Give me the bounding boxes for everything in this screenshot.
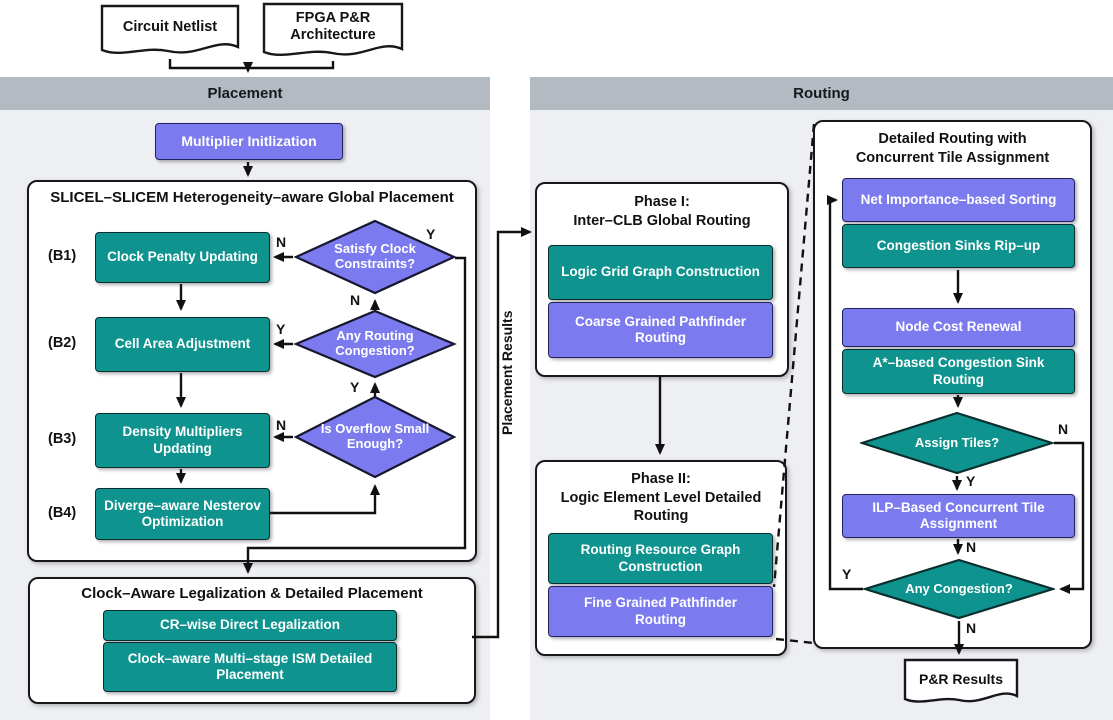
congestion-exit-no-label: N [966,620,977,636]
b3-tag: (B3) [48,431,77,447]
cr-wise-legalization-box: CR–wise Direct Legalization [103,610,397,641]
clock-yes-label: Y [426,226,436,242]
clock-penalty-updating-box: Clock Penalty Updating [95,232,270,283]
astar-congestion-routing-box: A*–based Congestion Sink Routing [842,349,1075,394]
legalization-title: Clock–Aware Legalization & Detailed Placement [81,585,423,602]
overflow-yes-label: Y [350,379,360,395]
circuit-netlist-label: Circuit Netlist [122,19,218,36]
diverge-aware-nesterov-box: Diverge–aware Nesterov Optimization [95,488,270,540]
phase2-title-line1: Phase II: [631,471,691,487]
detailed-routing-title-line1: Detailed Routing with [878,131,1027,147]
placement-results-label: Placement Results [499,310,515,436]
b4-tag: (B4) [48,505,77,521]
overflow-small-enough-label: Is Overflow Small Enough? [320,421,430,451]
ism-detailed-placement-box: Clock–aware Multi–stage ISM Detailed Placement [103,642,397,692]
assign-yes-label: Y [966,473,976,489]
ilp-no-label: N [966,539,977,555]
congestion-sinks-ripup-box: Congestion Sinks Rip–up [842,224,1075,268]
any-routing-congestion-label: Any Routing Congestion? [335,328,415,358]
multiplier-initialization-box: Multiplier Initlization [155,123,343,160]
fpga-architecture-document [262,2,404,64]
overflow-small-enough-diamond [293,395,457,479]
density-multipliers-updating-box: Density Multipliers Updating [95,413,270,468]
pr-results-label: P&R Results [918,670,1004,687]
fpga-architecture-label: FPGA P&R Architecture [290,9,376,43]
satisfy-clock-constraints-label: Satisfy Clock Constraints? [334,241,416,271]
cell-area-adjustment-box: Cell Area Adjustment [95,317,270,372]
routing-section-header [530,77,1113,110]
placement-section-header [0,77,490,110]
congestion-no-label: N [350,292,361,308]
any-routing-congestion-diamond [293,309,457,379]
net-importance-sorting-box: Net Importance–based Sorting [842,178,1075,222]
assign-tiles-label: Assign Tiles? [914,434,1000,450]
node-cost-renewal-box: Node Cost Renewal [842,308,1075,347]
congestion-loop-yes-label: Y [842,566,852,582]
any-congestion-label: Any Congestion? [905,580,1013,596]
placement-section-title: Placement [207,85,283,102]
overflow-no-label: N [276,417,287,433]
coarse-pathfinder-box: Coarse Grained Pathfinder Routing [548,302,773,358]
fine-pathfinder-box: Fine Grained Pathfinder Routing [548,586,773,637]
logic-grid-graph-box: Logic Grid Graph Construction [548,245,773,300]
ilp-tile-assignment-box: ILP–Based Concurrent Tile Assignment [842,494,1075,538]
congestion-yes-label: Y [276,321,286,337]
b2-tag: (B2) [48,335,77,351]
global-placement-title: SLICEL–SLICEM Heterogeneity–aware Global Placement [50,189,454,206]
routing-section-title: Routing [793,85,850,102]
assign-tiles-diamond [860,411,1054,475]
routing-resource-graph-box: Routing Resource Graph Construction [548,533,773,584]
b1-tag: (B1) [48,248,77,264]
assign-no-label: N [1058,421,1069,437]
phase2-title-line2: Logic Element Level Detailed Routing [560,490,762,525]
clock-no-label: N [276,234,287,250]
detailed-routing-title-line2: Concurrent Tile Assignment [855,150,1050,166]
circuit-netlist-document [100,4,240,62]
any-congestion-diamond [863,558,1055,620]
pr-results-document [903,658,1019,710]
phase1-title-line2: Inter–CLB Global Routing [573,213,751,229]
phase1-title-line1: Phase I: [634,194,690,210]
